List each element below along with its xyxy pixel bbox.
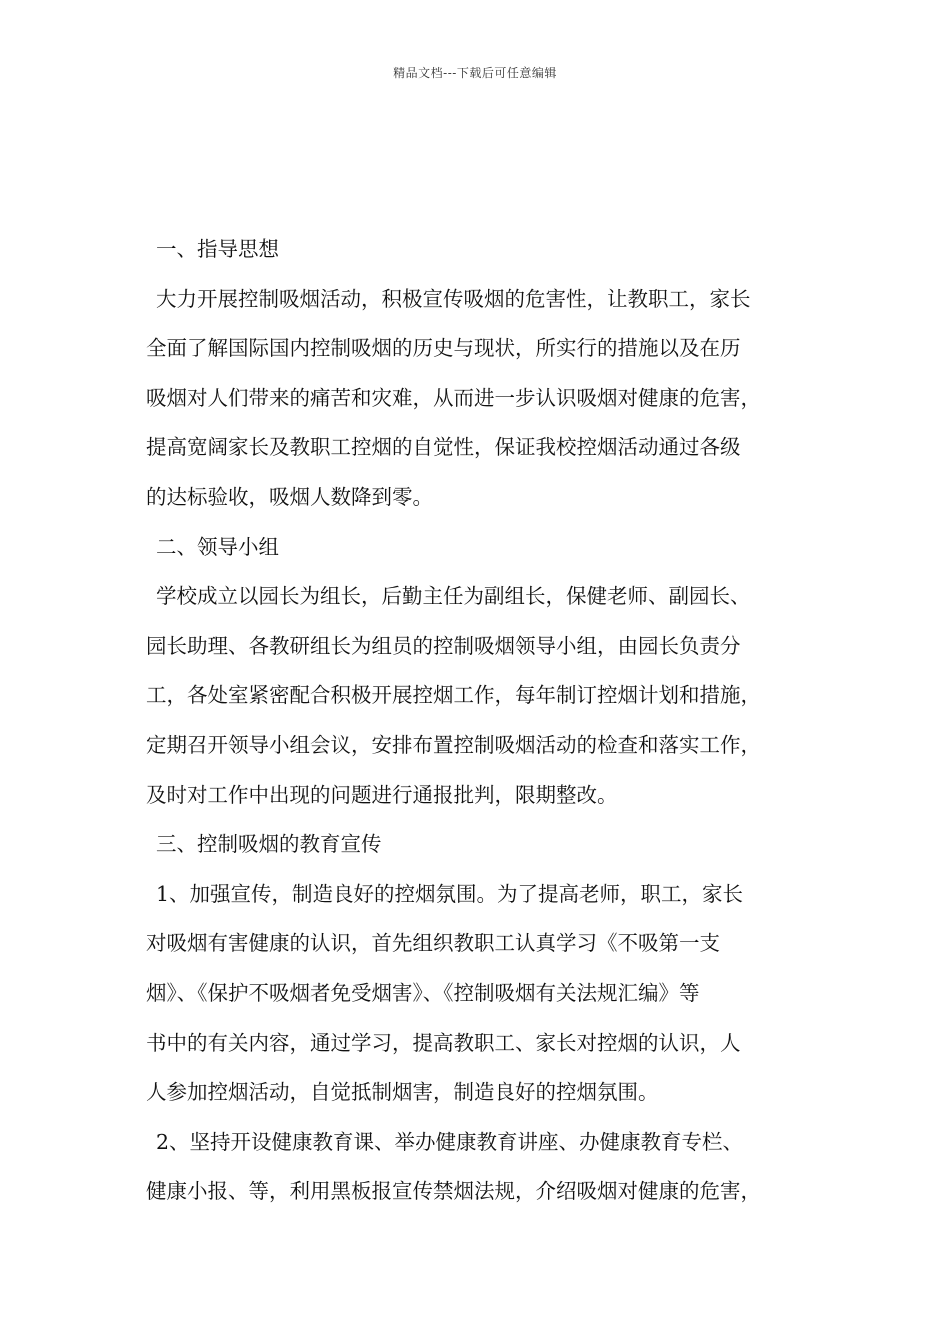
text-line: 对吸烟有害健康的认识，首先组织教职工认真学习《不吸第一支 (146, 931, 720, 956)
text-line: 一、指导思想 (156, 237, 279, 261)
page-header: 精品文档---下载后可任意编辑 (393, 66, 557, 80)
text-line: 学校成立以园长为组长，后勤主任为副组长，保健老师、副园长、 (156, 584, 751, 609)
text-line: 烟》、《保护不吸烟者免受烟害》、《控制吸烟有关法规汇编》等 (146, 980, 700, 1005)
text-line: 定期召开领导小组会议，安排布置控制吸烟活动的检查和落实工作， (146, 732, 761, 757)
document-body (146, 225, 826, 1217)
text-line: 人参加控烟活动，自觉抵制烟害，制造良好的控烟氛围。 (146, 1080, 659, 1105)
text-line: 2、坚持开设健康教育课、举办健康教育讲座、办健康教育专栏、 (156, 1129, 744, 1154)
text-line: 大力开展控制吸烟活动，积极宣传吸烟的危害性，让教职工，家长 (156, 286, 751, 311)
text-line: 二、领导小组 (156, 534, 279, 559)
text-line: 的达标验收，吸烟人数降到零。 (146, 484, 433, 509)
text-line: 工，各处室紧密配合积极开展控烟工作，每年制订控烟计划和措施， (146, 683, 761, 708)
text-line: 提高宽阔家长及教职工控烟的自觉性，保证我校控烟活动通过各级 (146, 435, 741, 460)
text-line: 吸烟对人们带来的痛苦和灾难，从而进一步认识吸烟对健康的危害， (146, 385, 761, 410)
text-line: 及时对工作中出现的问题进行通报批判，限期整改。 (146, 782, 618, 807)
text-line: 三、控制吸烟的教育宣传 (156, 832, 382, 857)
text-line: 园长助理、各教研组长为组员的控制吸烟领导小组，由园长负责分 (146, 633, 741, 658)
text-line: 1、加强宣传，制造良好的控烟氛围。为了提高老师，职工，家长 (156, 881, 744, 906)
text-line: 全面了解国际国内控制吸烟的历史与现状，所实行的措施以及在历 (146, 336, 741, 361)
text-line: 健康小报、等，利用黑板报宣传禁烟法规，介绍吸烟对健康的危害， (146, 1179, 761, 1204)
text-line: 书中的有关内容，通过学习，提高教职工、家长对控烟的认识，人 (146, 1030, 741, 1055)
